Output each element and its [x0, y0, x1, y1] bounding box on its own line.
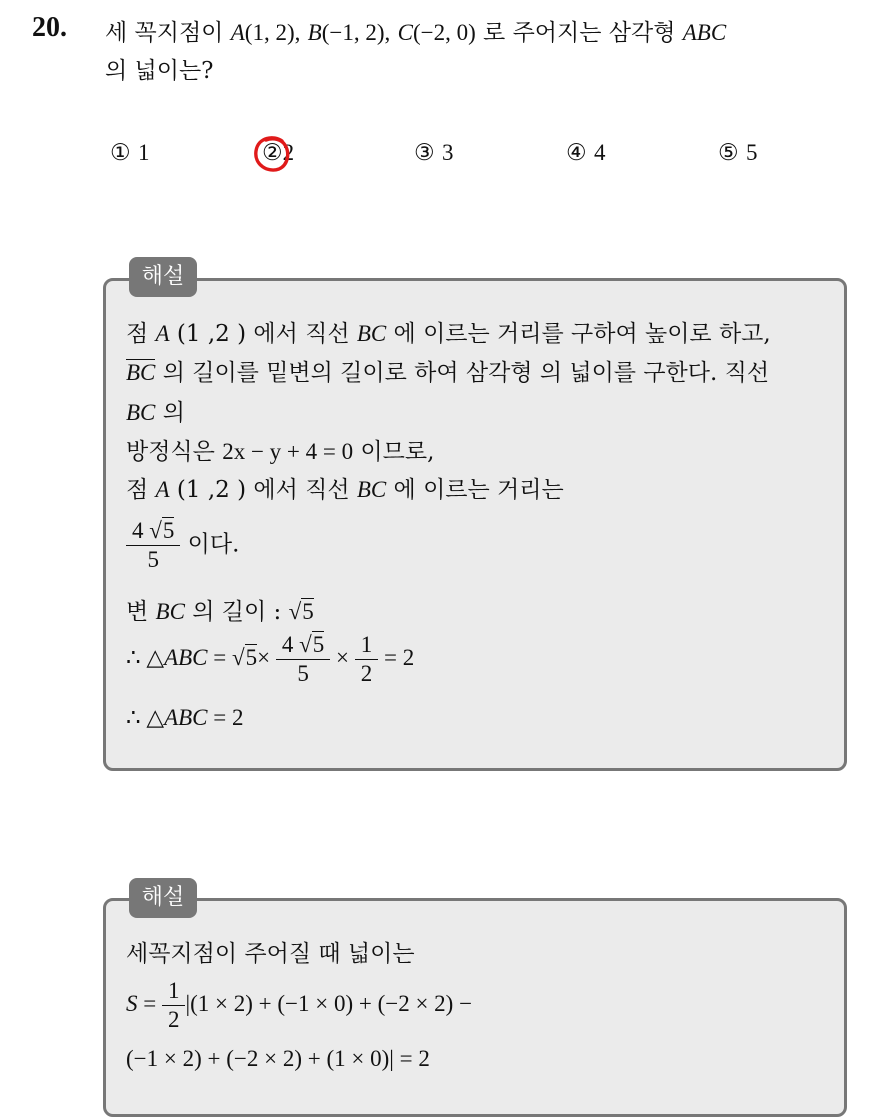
question-mid: 로 주어지는 삼각형	[475, 20, 683, 46]
choice-symbol: ④	[566, 140, 587, 166]
half-fraction	[165, 977, 183, 1034]
text: 이다.	[180, 531, 240, 558]
times-icon: ×	[257, 644, 271, 670]
point-a-label: A	[155, 321, 170, 346]
choice-5[interactable]	[718, 140, 757, 166]
choice-symbol: ⑤	[718, 140, 739, 166]
equals: =	[207, 644, 233, 670]
radicand: 5	[245, 644, 258, 670]
therefore-icon: ∴	[126, 644, 141, 670]
denominator: 2	[162, 1005, 186, 1034]
point-b-label: B	[307, 20, 322, 45]
choice-value: 4	[593, 140, 606, 165]
text: 점	[126, 477, 156, 503]
answer-mark-circle-icon	[252, 133, 292, 175]
shoelace-expression: |(1 × 2) + (−1 × 0) + (−2 × 2) −	[185, 990, 473, 1016]
sqrt-icon: √5	[299, 632, 325, 657]
triangle-label: ABC	[682, 20, 727, 45]
choice-symbol: ②	[262, 140, 283, 166]
solution-1-line-7	[126, 593, 314, 626]
text: 에 이르는 거리를 구하여 높이로 하고,	[386, 321, 771, 347]
question-intro: 세 꼭지점이	[105, 20, 231, 46]
therefore-icon: ∴	[126, 705, 141, 730]
point-c-coord: (−2, 0)	[412, 20, 476, 45]
solution-1-line-2	[126, 354, 769, 387]
line-equation: 2x − y + 4 = 0	[222, 439, 354, 464]
point-a-label: A	[155, 477, 170, 502]
distance-fraction	[129, 517, 177, 574]
numerator: 1	[360, 632, 373, 657]
text: 의 길이 :	[184, 599, 289, 625]
choice-value: 1	[137, 140, 150, 165]
text: 점	[126, 321, 156, 347]
solution-1-line-1	[126, 315, 771, 348]
solution-1-line-4	[126, 433, 434, 466]
text: 변	[126, 599, 156, 625]
choice-symbol: ①	[110, 140, 131, 166]
radicand: 5	[162, 518, 175, 543]
point-a-label: A	[230, 20, 245, 45]
text: 의 길이를 밑변의 길이로 하여 삼각형 의 넓이를 구한다. 직선	[155, 360, 770, 386]
text: (1 ,2 ) 에서 직선	[169, 477, 357, 503]
choice-value: 2	[282, 140, 295, 165]
solution-1-line-6	[126, 517, 239, 574]
line-bc-label: BC	[155, 599, 185, 624]
denominator: 5	[276, 659, 330, 688]
solution-1-line-9	[126, 705, 244, 731]
result: = 2	[207, 705, 244, 730]
radicand: 5	[302, 599, 314, 624]
solution-2-line-3: (−1 × 2) + (−2 × 2) + (1 × 0)| = 2	[126, 1046, 430, 1071]
line-bc-label: BC	[356, 321, 387, 346]
solution-2-line-1: 세꼭지점이 주어질 때 넓이는	[126, 941, 415, 967]
point-a-coord: (1, 2),	[244, 20, 301, 45]
text: 의	[155, 400, 185, 426]
solution-2-line-2	[126, 977, 472, 1034]
point-b-coord: (−1, 2),	[321, 20, 391, 45]
text: (1 ,2 ) 에서 직선	[169, 321, 357, 347]
sqrt-icon: √5	[149, 518, 175, 543]
coefficient: 4	[281, 632, 294, 657]
answer-choices	[0, 140, 884, 180]
solution-1-line-5	[126, 471, 564, 504]
solution-1-line-8	[126, 631, 414, 688]
numerator: 1	[167, 978, 180, 1003]
denominator: 5	[126, 545, 180, 574]
solution-tag-1: 해설	[129, 257, 197, 297]
choice-value: 3	[441, 140, 454, 165]
result: = 2	[383, 644, 415, 670]
triangle-label: △ABC	[146, 705, 208, 730]
question-line-2: 의 넓이는?	[105, 58, 214, 84]
choice-4[interactable]	[566, 140, 605, 166]
choice-3[interactable]	[414, 140, 453, 166]
radicand: 5	[312, 632, 325, 657]
question-line-1	[105, 14, 875, 52]
triangle-label: △ABC	[146, 644, 208, 670]
segment-bc-label: BC	[126, 360, 156, 385]
half-fraction	[358, 631, 376, 688]
equals: =	[137, 990, 162, 1016]
times-icon: ×	[336, 644, 349, 670]
text: 이므로,	[353, 439, 435, 465]
point-c-label: C	[397, 20, 413, 45]
area-symbol: S	[126, 990, 138, 1016]
choice-symbol: ③	[414, 140, 435, 166]
text: 에 이르는 거리는	[386, 477, 564, 503]
coefficient: 4	[132, 518, 144, 543]
line-bc-label: BC	[356, 477, 387, 502]
solution-box-2	[103, 898, 847, 1117]
sqrt-icon: √5	[232, 644, 258, 670]
denominator: 2	[355, 659, 379, 688]
choice-value: 5	[745, 140, 758, 165]
distance-fraction	[279, 631, 327, 688]
solution-box-1	[103, 278, 847, 771]
question-text	[105, 14, 875, 90]
sqrt-icon: √5	[288, 599, 314, 624]
choice-1[interactable]	[110, 140, 149, 166]
line-bc-label: BC	[126, 400, 156, 425]
text: 방정식은	[126, 439, 223, 465]
question-number: 20.	[32, 12, 67, 43]
solution-tag-2: 해설	[129, 878, 197, 918]
solution-1-line-3	[126, 394, 185, 427]
